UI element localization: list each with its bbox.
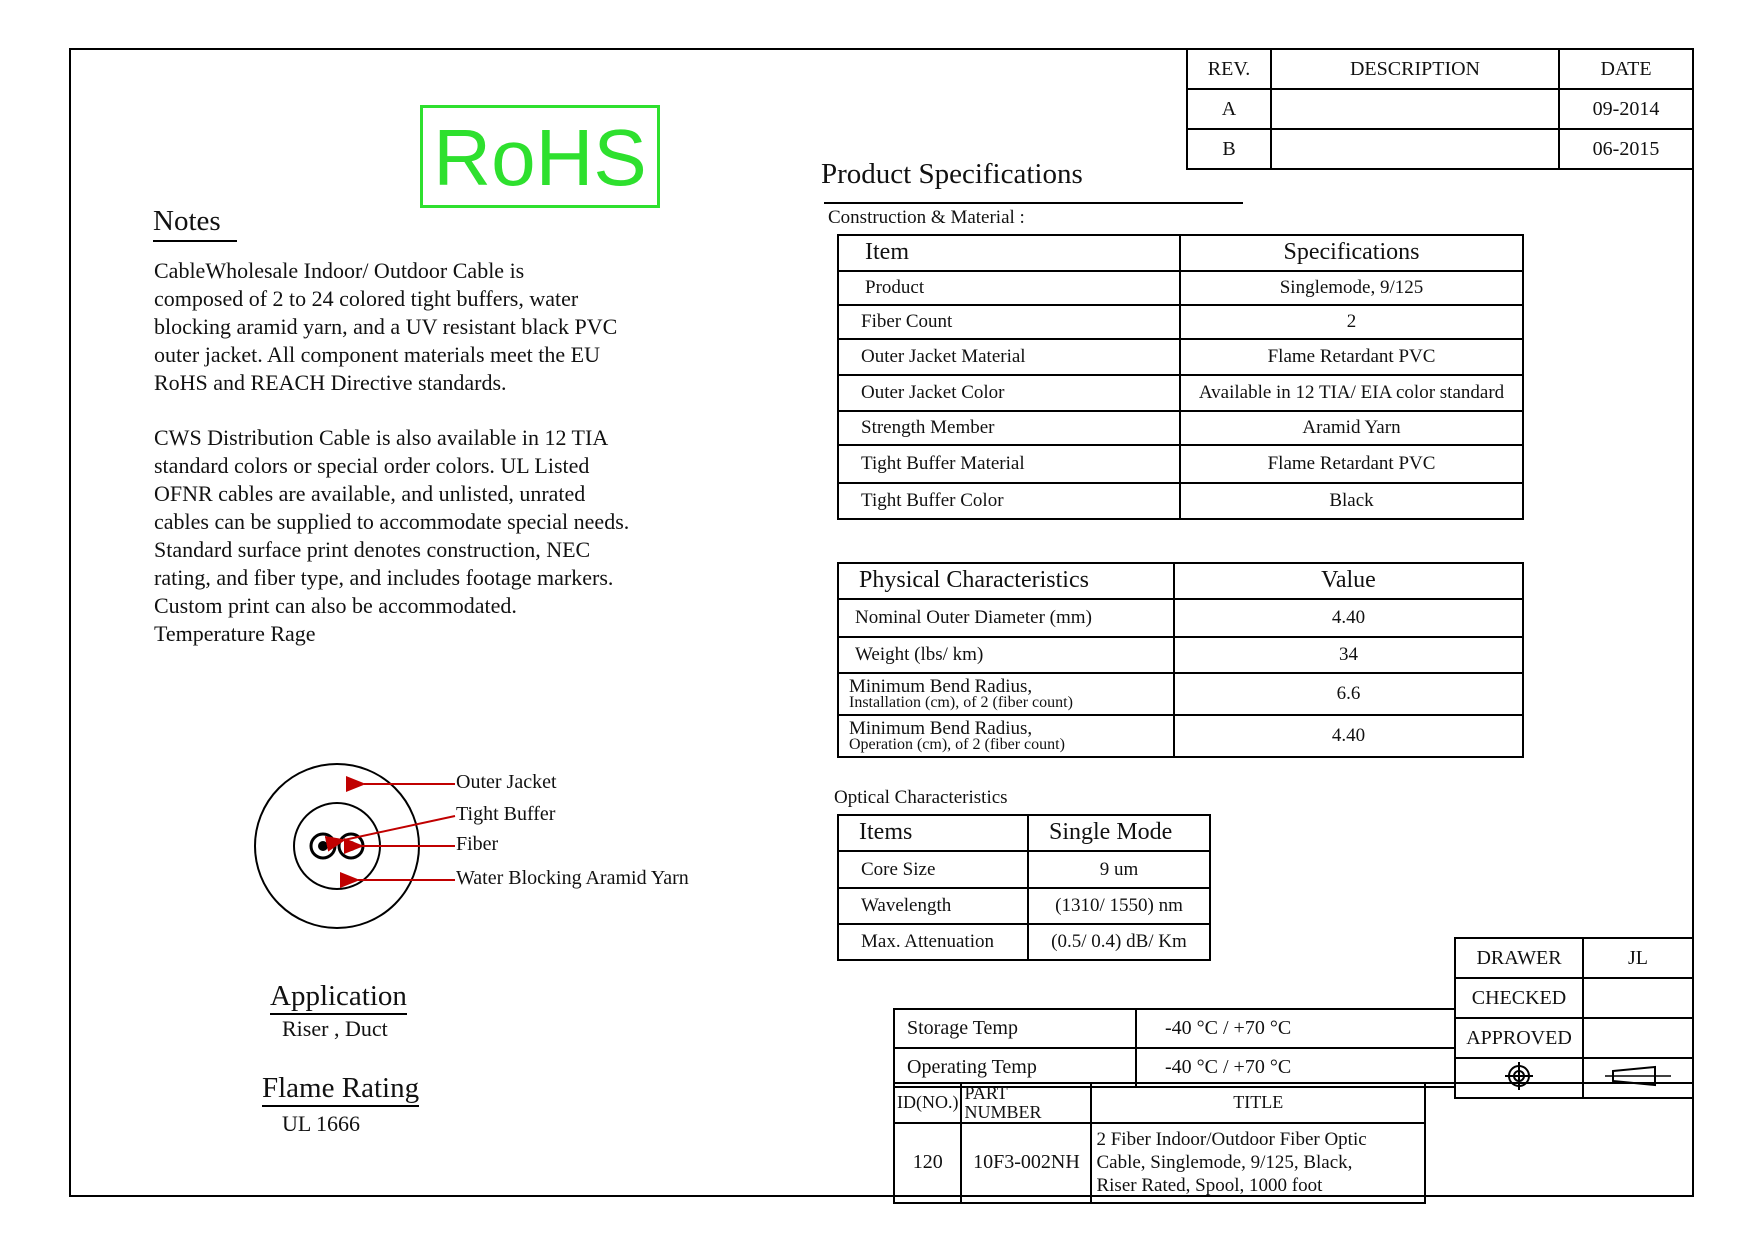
notes-paragraph-1: CableWholesale Indoor/ Outdoor Cable is composed of 2 to 24 colored tight buffers, water blocking aramid yarn, and a UV resistant black PVC outer jacket. All component materials meet the EU RoHS and REACH Directive standards. xyxy=(154,258,618,395)
label-aramid-yarn: Water Blocking Aramid Yarn xyxy=(456,867,689,889)
spec-label: Outer Jacket Material xyxy=(838,339,1180,375)
physical-header: Physical Characteristics xyxy=(838,563,1174,599)
storage-temp-label: Storage Temp xyxy=(894,1009,1136,1048)
description-cell xyxy=(1271,89,1559,129)
spec-value: Aramid Yarn xyxy=(1180,411,1523,445)
optical-value: (1310/ 1550) nm xyxy=(1028,888,1210,924)
label-fiber: Fiber xyxy=(456,833,499,855)
title-value: 2 Fiber Indoor/Outdoor Fiber Optic Cable, Singlemode, 9/125, Black, Riser Rated, Spool, 1000 foot xyxy=(1091,1123,1425,1203)
approved-label: APPROVED xyxy=(1455,1018,1583,1058)
spec-value: Available in 12 TIA/ EIA color standard xyxy=(1180,375,1523,411)
optical-label: Wavelength xyxy=(838,888,1028,924)
rev-cell: B xyxy=(1187,129,1271,169)
checked-label: CHECKED xyxy=(1455,978,1583,1018)
drawer-label: DRAWER xyxy=(1455,938,1583,978)
optical-label: Max. Attenuation xyxy=(838,924,1028,960)
description-header: DESCRIPTION xyxy=(1271,49,1559,89)
construction-table xyxy=(837,234,1524,520)
bend-radius-label: Minimum Bend Radius, xyxy=(849,717,1033,739)
label-tight-buffer: Tight Buffer xyxy=(456,803,556,825)
optical-label: Core Size xyxy=(838,851,1028,888)
application-value: Riser , Duct xyxy=(282,1016,388,1041)
optical-value: 9 um xyxy=(1028,851,1210,888)
checked-value xyxy=(1583,978,1693,1018)
physical-label xyxy=(838,715,1174,757)
physical-characteristics-table xyxy=(837,562,1524,758)
fiber-right xyxy=(346,841,356,851)
construction-caption: Construction & Material : xyxy=(828,207,1025,228)
spec-label: Product xyxy=(838,271,1180,305)
title-underline xyxy=(824,202,1243,204)
spec-label: Fiber Count xyxy=(838,305,1180,339)
approved-value xyxy=(1583,1018,1693,1058)
physical-label: Weight (lbs/ km) xyxy=(838,637,1174,673)
label-outer-jacket: Outer Jacket xyxy=(456,771,557,793)
bend-radius-sublabel: Operation (cm), of 2 (fiber count) xyxy=(849,735,1065,753)
id-value: 120 xyxy=(894,1123,961,1203)
id-header: ID(NO.) xyxy=(894,1083,961,1123)
specifications-header: Specifications xyxy=(1180,235,1523,271)
spec-label: Tight Buffer Color xyxy=(838,483,1180,519)
single-mode-header: Single Mode xyxy=(1028,815,1210,851)
spec-value: Flame Retardant PVC xyxy=(1180,339,1523,375)
storage-temp-value: -40 °C / +70 °C xyxy=(1136,1009,1455,1048)
notes-paragraph-2: CWS Distribution Cable is also available in 12 TIA standard colors or special order colors. UL Listed OFNR cables are available, and unlisted, unrated cables can be supplied to accommodate special needs. Standard surface print denotes construction, NEC rating, and fiber type, and includes footage markers. Custom print can also be accommodated. Temperature Rage xyxy=(154,425,630,646)
item-header: Item xyxy=(838,235,1180,271)
operating-temp-label: Operating Temp xyxy=(894,1048,1136,1087)
items-header: Items xyxy=(838,815,1028,851)
tight-buffer-arrow xyxy=(344,816,455,840)
operating-temp-value: -40 °C / +70 °C xyxy=(1136,1048,1455,1087)
title-header: TITLE xyxy=(1091,1083,1425,1123)
rohs-logo: RoHS xyxy=(420,105,660,208)
value-header: Value xyxy=(1174,563,1523,599)
spec-label: Outer Jacket Color xyxy=(838,375,1180,411)
physical-label: Nominal Outer Diameter (mm) xyxy=(838,599,1174,637)
optical-value: (0.5/ 0.4) dB/ Km xyxy=(1028,924,1210,960)
optical-characteristics-table xyxy=(837,814,1211,961)
physical-value: 6.6 xyxy=(1174,673,1523,715)
date-header: DATE xyxy=(1559,49,1693,89)
product-specifications-title: Product Specifications xyxy=(821,158,1083,190)
description-cell xyxy=(1271,129,1559,169)
bend-radius-sublabel: Installation (cm), of 2 (fiber count) xyxy=(849,693,1073,711)
title-block-blank xyxy=(1425,1082,1694,1197)
spec-value: 2 xyxy=(1180,305,1523,339)
signoff-table xyxy=(1454,937,1694,1099)
flame-rating-title: Flame Rating xyxy=(262,1072,419,1107)
date-cell: 06-2015 xyxy=(1559,129,1693,169)
physical-label xyxy=(838,673,1174,715)
date-cell: 09-2014 xyxy=(1559,89,1693,129)
application-title: Application xyxy=(270,980,407,1015)
notes-title: Notes xyxy=(153,205,237,242)
flame-rating-value: UL 1666 xyxy=(282,1111,361,1136)
physical-value: 34 xyxy=(1174,637,1523,673)
revision-table xyxy=(1186,48,1694,170)
drawer-value: JL xyxy=(1583,938,1693,978)
spec-value: Black xyxy=(1180,483,1523,519)
optical-caption: Optical Characteristics xyxy=(834,787,1008,808)
temperature-table xyxy=(893,1008,1456,1088)
spec-value: Singlemode, 9/125 xyxy=(1180,271,1523,305)
rev-header: REV. xyxy=(1187,49,1271,89)
part-number-header: PART NUMBER xyxy=(961,1083,1091,1123)
fiber-left xyxy=(318,841,328,851)
rev-cell: A xyxy=(1187,89,1271,129)
title-block-table xyxy=(893,1082,1426,1204)
spec-value: Flame Retardant PVC xyxy=(1180,445,1523,483)
bend-radius-label: Minimum Bend Radius, xyxy=(849,675,1033,697)
spec-label: Tight Buffer Material xyxy=(838,445,1180,483)
physical-value: 4.40 xyxy=(1174,715,1523,757)
part-number-value: 10F3-002NH xyxy=(961,1123,1091,1203)
spec-label: Strength Member xyxy=(838,411,1180,445)
physical-value: 4.40 xyxy=(1174,599,1523,637)
